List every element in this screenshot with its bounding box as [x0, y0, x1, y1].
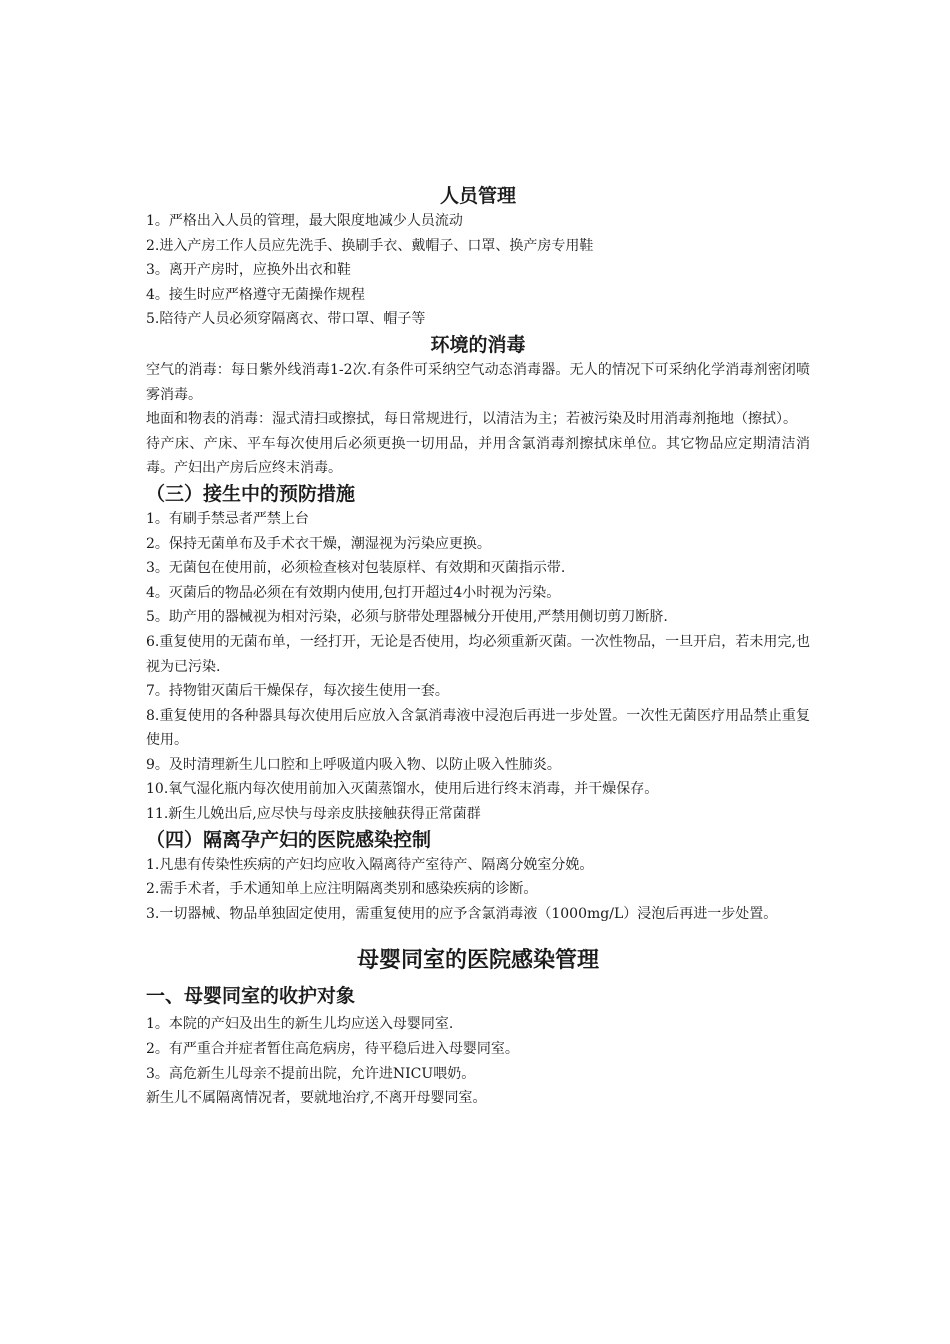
list-item: 8.重复使用的各种器具每次使用后应放入含氯消毒液中浸泡后再进一步处置。一次性无菌医疗用品禁止重复使用。	[146, 707, 810, 749]
list-item: 4。灭菌后的物品必须在有效期内使用,包打开超过4小时视为污染。	[146, 584, 561, 601]
list-item: 2。保持无菌单布及手术衣干燥，潮湿视为污染应更换。	[146, 535, 491, 552]
list-item: 5.陪待产人员必须穿隔离衣、带口罩、帽子等	[146, 311, 426, 328]
list-item: 5。助产用的器械视为相对污染，必须与脐带处理器械分开使用,严禁用侧切剪刀断脐.	[146, 609, 668, 626]
list-item: 1。有刷手禁忌者严禁上台	[146, 510, 309, 527]
list-item: 10.氧气湿化瓶内每次使用前加入灭菌蒸馏水，使用后进行终末消毒，并干燥保存。	[146, 781, 659, 798]
paragraph: 待产床、产床、平车每次使用后必须更换一切用品，并用含氯消毒剂擦拭床单位。其它物品应定期清洁消毒。产妇出产房后应终末消毒。	[146, 435, 810, 477]
subsection-title: 一、母婴同室的收护对象	[146, 985, 356, 1008]
paragraph: 空气的消毒：每日紫外线消毒1-2次.有条件可采纳空气动态消毒器。无人的情况下可采纳化学消毒剂密闭喷雾消毒。	[146, 361, 810, 403]
list-item: 6.重复使用的无菌布单，一经打开，无论是否使用，均必须重新灭菌。一次性物品，一旦开启，若未用完,也视为已污染.	[146, 633, 810, 675]
main-title-rooming-in: 母婴同室的医院感染管理	[356, 948, 599, 974]
list-item: 1.凡患有传染性疾病的产妇均应收入隔离待产室待产、隔离分娩室分娩。	[146, 856, 594, 873]
list-item: 1。本院的产妇及出生的新生儿均应送入母婴同室.	[146, 1016, 454, 1033]
list-item: 3。高危新生儿母亲不提前出院，允许进NICU喂奶。	[146, 1065, 476, 1082]
section-title-personnel: 人员管理	[439, 185, 516, 207]
section-title-disinfection: 环境的消毒	[430, 333, 526, 356]
list-item: 1。严格出入人员的管理，最大限度地减少人员流动	[146, 213, 463, 229]
list-item: 9。及时清理新生儿口腔和上呼吸道内吸入物、以防止吸入性肺炎。	[146, 756, 561, 773]
list-item: 2.需手术者，手术通知单上应注明隔离类别和感染疾病的诊断。	[146, 881, 538, 898]
list-item: 2.进入产房工作人员应先洗手、换刷手衣、戴帽子、口罩、换产房专用鞋	[146, 237, 594, 254]
list-item: 3。无菌包在使用前，必须检查核对包装原样、有效期和灭菌指示带.	[146, 560, 566, 577]
list-item: 3.一切器械、物品单独固定使用，需重复使用的应予含氯消毒液（1000mg/L）浸泡后再进一步处置。	[146, 905, 778, 922]
list-item: 7。持物钳灭菌后干燥保存，每次接生使用一套。	[146, 683, 449, 700]
list-item: 2。有严重合并症者暂住高危病房，待平稳后进入母婴同室。	[146, 1041, 519, 1058]
list-item: 4。接生时应严格遵守无菌操作规程	[146, 286, 365, 303]
document-page	[146, 183, 810, 1111]
paragraph: 地面和物表的消毒：湿式清扫或擦拭，每日常规进行，以清洁为主；若被污染及时用消毒剂拖地（擦拭）。	[146, 411, 797, 428]
list-item: 新生儿不属隔离情况者，要就地治疗,不离开母婴同室。	[146, 1090, 487, 1107]
list-item: 3。离开产房时，应换外出衣和鞋	[146, 262, 351, 279]
list-item: 11.新生儿娩出后,应尽快与母亲皮肤接触获得正常菌群	[146, 806, 481, 823]
section-title-prevention: （三）接生中的预防措施	[146, 482, 356, 505]
section-title-isolation: （四）隔离孕产妇的医院感染控制	[146, 828, 432, 851]
